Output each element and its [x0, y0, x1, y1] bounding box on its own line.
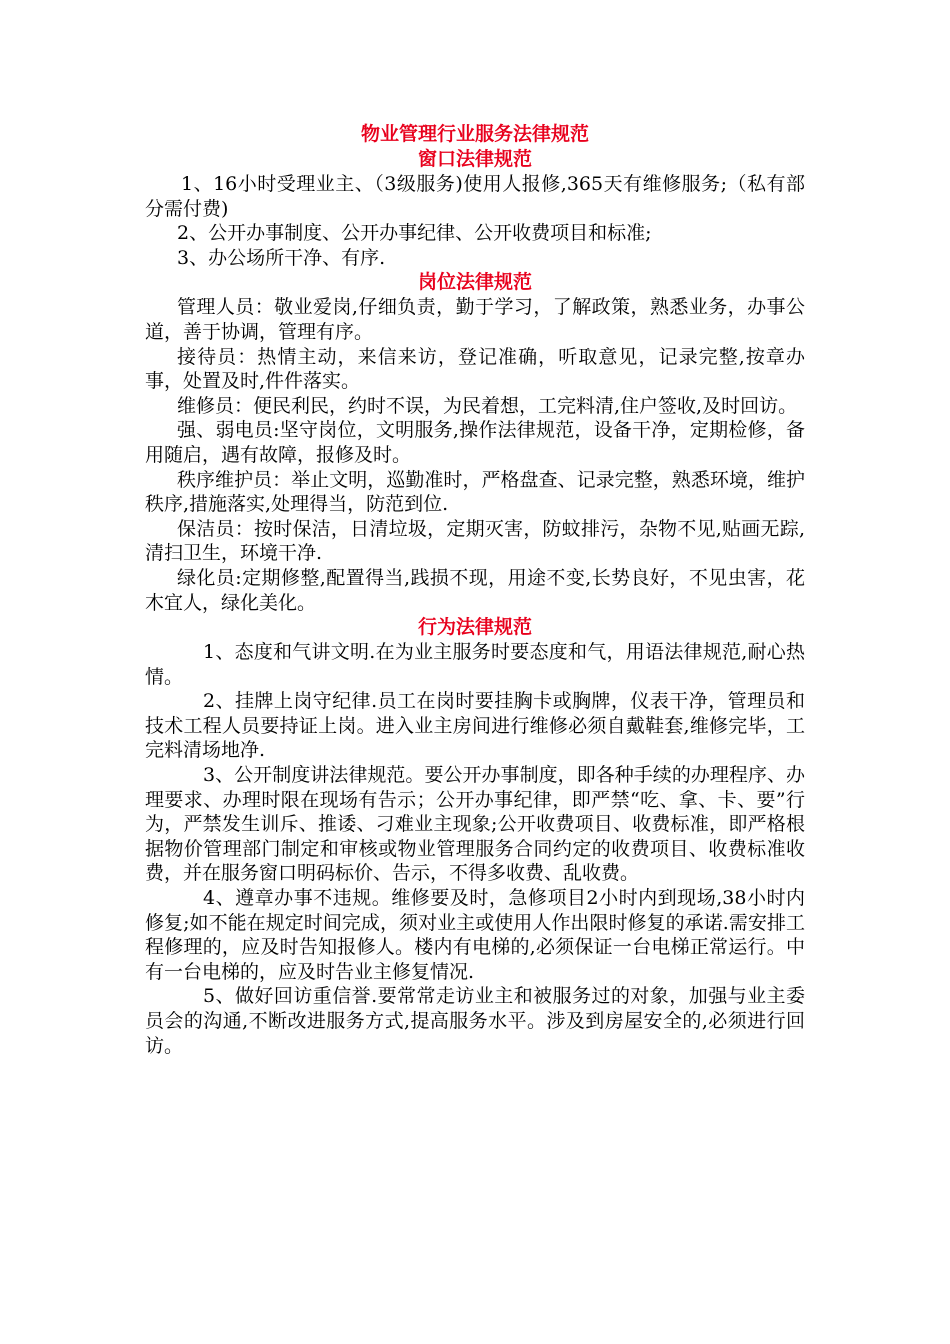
section-title-window: 窗口法律规范: [417, 148, 532, 170]
paragraph: 1、16小时受理业主、（3级服务)使用人报修,365天有维修服务;（私有部分需付费): [145, 173, 805, 220]
paragraph: 保洁员：按时保洁，日清垃圾，定期灭害，防蚊排污，杂物不见,贴画无踪,清扫卫生，环境干净.: [145, 517, 805, 565]
paragraph: 4、遵章办事不违规。维修要及时，急修项目2小时内到现场,38小时内修复;如不能在规定时间完成，须对业主或使用人作出限时修复的承诺.需安排工程修理的，应及时告知报修人。楼内有电梯的,必须保证一台电梯正常运行。中有一台电梯的，应及时告业主修复情况.: [145, 887, 805, 983]
paragraph: 维修员：便民利民，约时不误，为民着想，工完料清,住户签收,及时回访。: [177, 394, 798, 417]
paragraph: 5、做好回访重信誉.要常常走访业主和被服务过的对象，加强与业主委员会的沟通,不断改进服务方式,提高服务水平。涉及到房屋安全的,必须进行回访。: [145, 985, 805, 1057]
document-title: 物业管理行业服务法律规范: [360, 123, 589, 145]
section-title-behavior: 行为法律规范: [417, 616, 532, 639]
paragraph: 接待员：热情主动，来信来访，登记准确，听取意见，记录完整,按章办事，处置及时,件件落实。: [145, 345, 805, 393]
paragraph: 3、公开制度讲法律规范。要公开办事制度，即各种手续的办理程序、办理要求、办理时限在现场有告示；公开办事纪律，即严禁“吃、拿、卡、要”行为，严禁发生训斥、推诿、刁难业主现象;公开收费项目、收费标准，即严格根据物价管理部门制定和审核或物业管理服务合同约定的收费项目、收费标准收费，并在服务窗口明码标价、告示，不得多收费、乱收费。: [145, 764, 805, 885]
paragraph: 秩序维护员：举止文明，巡勤准时，严格盘查、记录完整，熟悉环境，维护秩序,措施落实,处理得当，防范到位.: [145, 468, 805, 516]
paragraph: 3、办公场所干净、有序.: [177, 246, 386, 269]
paragraph: 强、弱电员:坚守岗位，文明服务,操作法律规范，设备干净，定期检修，备用随启，遇有故障，报修及时。: [145, 419, 805, 466]
document-page: [145, 122, 805, 1058]
paragraph: 2、挂牌上岗守纪律.员工在岗时要挂胸卡或胸牌，仪表干净，管理员和技术工程人员要持证上岗。进入业主房间进行维修必须自戴鞋套,维修完毕，工完料清场地净.: [145, 690, 805, 762]
paragraph: 1、态度和气讲文明.在为业主服务时要态度和气，用语法律规范,耐心热情。: [145, 641, 805, 688]
paragraph: 2、公开办事制度、公开办事纪律、公开收费项目和标准;: [177, 222, 652, 245]
paragraph: 绿化员:定期修整,配置得当,践损不现，用途不变,长势良好，不见虫害，花木宜人，绿化美化。: [145, 566, 805, 614]
paragraph: 管理人员：敬业爱岗,仔细负责，勤于学习，了解政策，熟悉业务，办事公道，善于协调，管理有序。: [145, 296, 805, 343]
section-title-position: 岗位法律规范: [417, 271, 532, 294]
